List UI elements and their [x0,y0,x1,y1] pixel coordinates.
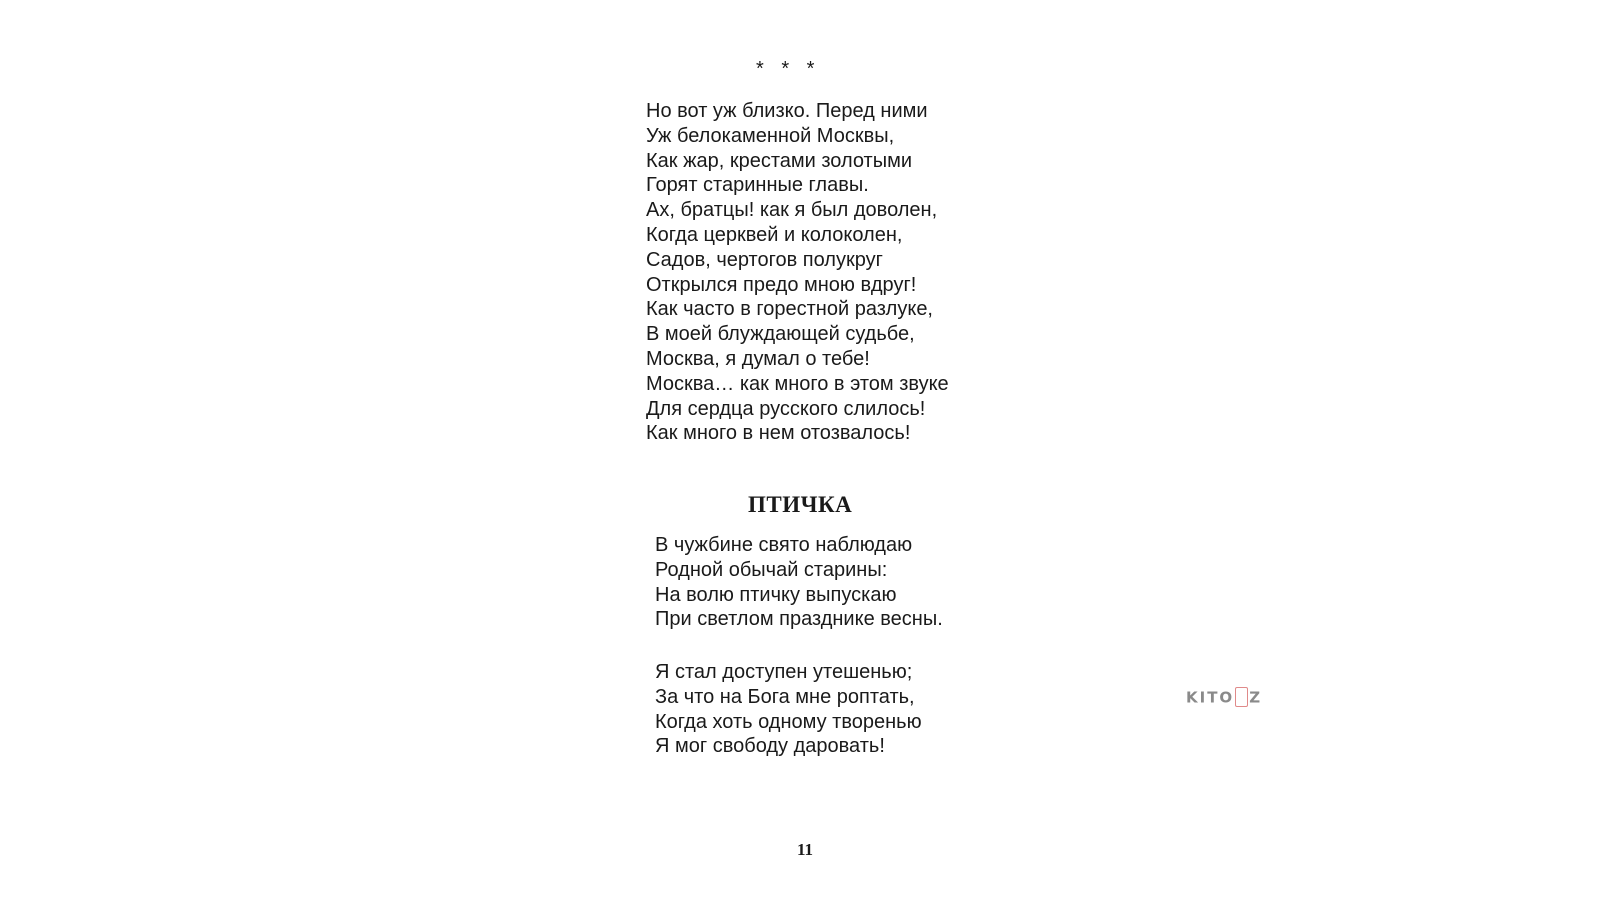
verse-line: Горят старинные главы. [646,174,869,197]
stanza-bird-1 [655,533,943,632]
verse-line: Я стал доступен утешенью; [655,661,913,683]
section-separator: * * * [756,58,821,80]
verse-line: Как часто в горестной разлуке, [646,298,933,321]
verse-line: На волю птичку выпускаю [655,583,897,606]
verse-line: Москва, я думал о тебе! [646,347,870,370]
verse-line: Садов, чертогов полукруг [646,248,883,271]
verse-line: Когда хоть одному творенью [655,710,922,733]
page-number: 11 [797,840,814,859]
verse-line: Когда церквей и колоколен, [646,223,903,246]
verse-line: Но вот уж близко. Перед ними [646,100,928,122]
verse-line: Я мог свободу даровать! [655,735,885,758]
stanza-bird-2 [655,660,922,759]
verse-line: Москва… как много в этом звуке [646,372,949,395]
verse-line: Родной обычай старины: [655,558,888,581]
verse-line: Для сердца русского слилось! [646,397,926,420]
verse-line: Как жар, крестами золотыми [646,149,913,172]
verse-line: Как много в нем отозвалось! [646,422,911,445]
stanza-moscow [646,99,949,446]
verse-line: За что на Бога мне роптать, [655,685,915,708]
watermark-text-left: KITO [1186,688,1235,707]
watermark-logo [1186,688,1262,708]
verse-line: При светлом празднике весны. [655,608,943,631]
verse-line: В чужбине свято наблюдаю [655,534,913,556]
poem-title: ПТИЧКА [748,492,853,517]
verse-line: Уж белокаменной Москвы, [646,124,895,147]
watermark-text-right: Z [1249,688,1263,707]
book-icon [1235,687,1248,707]
verse-line: В моей блуждающей судьбе, [646,323,915,346]
verse-line: Ах, братцы! как я был доволен, [646,199,938,222]
verse-line: Открылся предо мною вдруг! [646,273,917,296]
